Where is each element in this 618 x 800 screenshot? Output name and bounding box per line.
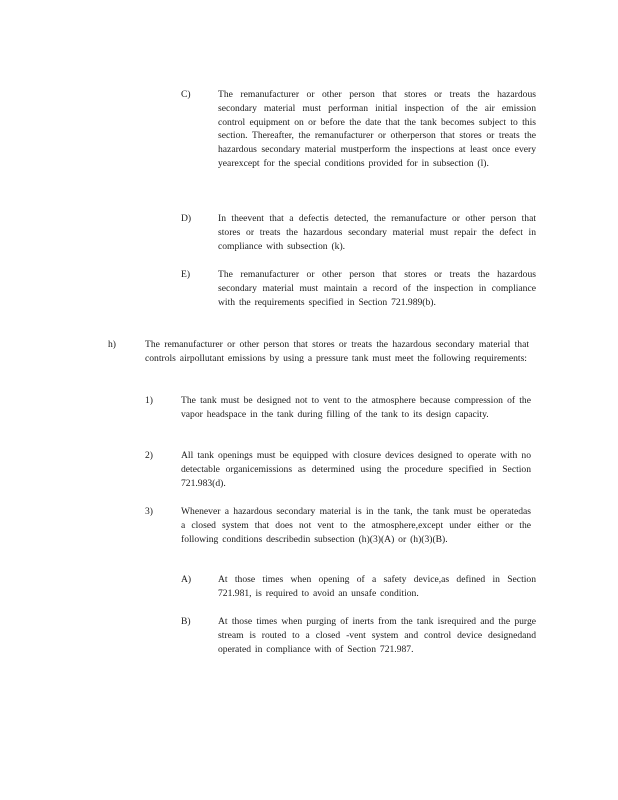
paragraph-3 <box>145 505 540 561</box>
paragraph-label: B) <box>181 616 191 627</box>
paragraph-3a <box>181 573 541 603</box>
paragraph-text: The tank must be designed not to vent to the atmosphere because compression of the vapor headspace in the tank during filling of the tank to its design capacity. <box>181 395 531 420</box>
paragraph-label: D) <box>181 213 192 224</box>
paragraph-c <box>181 88 541 198</box>
paragraph-label: A) <box>181 574 192 585</box>
paragraph-e <box>181 268 541 324</box>
paragraph-2 <box>145 449 540 493</box>
paragraph-1 <box>145 394 540 438</box>
paragraph-label: 3) <box>145 506 153 517</box>
paragraph-text: The remanufacturer or other person that stores or treats the hazardous secondary material must maintain a record of the inspection in compliance with the requirements specified in Section 721.989(b). <box>218 269 536 308</box>
paragraph-label: E) <box>181 269 191 280</box>
paragraph-text: The remanufacturer or other person that stores or treats the hazardous secondary material must performan initial inspection of the air emission control equipment on or before the date that the tank becomes subject to this section. Thereafter, the remanufacturer or otherperson that stores or treats the hazardous secondary material mustperform the inspections at least once every yearexcept for the special conditions provided for in subsection (l). <box>218 89 536 169</box>
paragraph-3b <box>181 615 541 671</box>
paragraph-label: 1) <box>145 395 153 406</box>
paragraph-h <box>108 338 538 382</box>
paragraph-label: h) <box>108 339 116 350</box>
paragraph-text: Whenever a hazardous secondary material is in the tank, the tank must be operatedas a closed system that does not vent to the atmosphere,except under either or the following conditions describedin subsection (h)(3)(A) or (h)(3)(B). <box>181 506 531 545</box>
paragraph-d <box>181 212 541 256</box>
paragraph-text: In theevent that a defectis detected, the remanufacture or other person that stores or treats the hazardous secondary material must repair the defect in compliance with subsection (k). <box>218 213 536 252</box>
paragraph-text: All tank openings must be equipped with closure devices designed to operate with no detectable organicemissions as determined using the procedure specified in Section 721.983(d). <box>181 450 531 489</box>
paragraph-label: C) <box>181 89 191 100</box>
paragraph-text: At those times when opening of a safety device,as defined in Section 721.981, is required to avoid an unsafe condition. <box>218 574 536 599</box>
paragraph-label: 2) <box>145 450 153 461</box>
paragraph-text: The remanufacturer or other person that stores or treats the hazardous secondary material that controls airpollutant emissions by using a pressure tank must meet the following requirements: <box>145 339 529 364</box>
paragraph-text: At those times when purging of inerts from the tank isrequired and the purge stream is routed to a closed -vent system and control device designedand operated in compliance with of Section 721.987. <box>218 616 536 655</box>
